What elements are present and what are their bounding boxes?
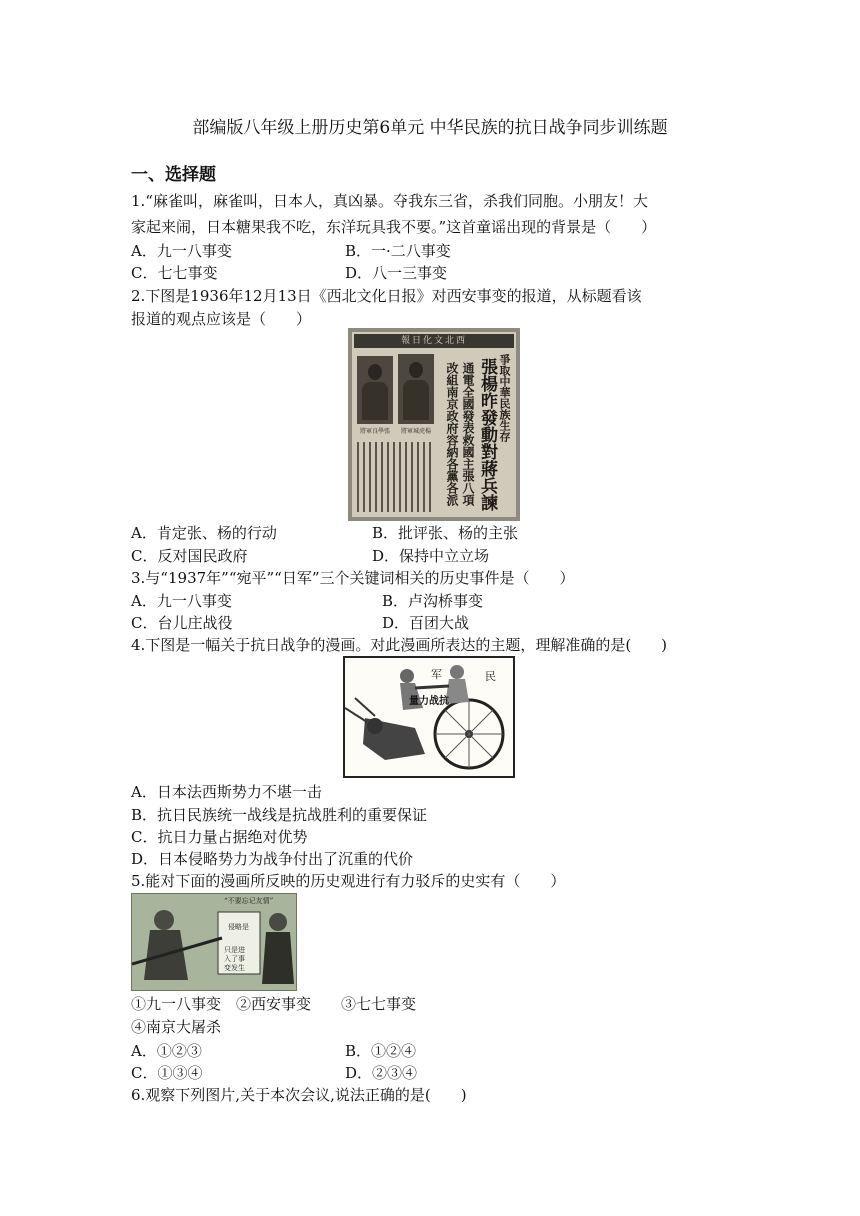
- headline-3: 通電全國發表救國主張八項: [461, 362, 475, 506]
- article-columns-left: [357, 442, 434, 512]
- cartoon-note-2: 入了事: [224, 955, 245, 963]
- question-5-text: 5.能对下面的漫画所反映的历史观进行有力驳斥的史实有（ ）: [131, 872, 566, 890]
- q5-option-a: A．①②③: [131, 1042, 202, 1060]
- question-4-text: 4.下图是一幅关于抗日战争的漫画。对此漫画所表达的主题，理解准确的是( ): [131, 636, 668, 654]
- q1-option-a: A．九一八事变: [131, 242, 232, 260]
- question-2-text-line-2: 报道的观点应该是（ ）: [131, 310, 312, 328]
- question-2-text-line-1: 2.下图是1936年12月13日《西北文化日报》对西安事变的报道，从标题看该: [131, 287, 642, 305]
- cartoon-history-view-image: [131, 893, 297, 991]
- q5-option-c: C．①③④: [131, 1064, 203, 1082]
- portrait-right: [398, 354, 434, 424]
- q2-option-c: C．反对国民政府: [131, 547, 248, 565]
- q5-option-b: B．①②④: [345, 1042, 417, 1060]
- newspaper-image: [348, 328, 520, 521]
- caption-right: 將軍城虎楊: [400, 428, 431, 435]
- label-people: 民: [485, 670, 496, 683]
- cartoon-banner: “不要忘记友情”: [224, 897, 274, 905]
- label-army: 军: [431, 668, 442, 681]
- q2-option-d: D．保持中立立场: [372, 547, 490, 565]
- q5-statements-line-2: ④南京大屠杀: [131, 1018, 222, 1036]
- cartoon-history-drawing: [132, 894, 296, 990]
- headline-1: 爭取中華民族生存: [498, 354, 511, 442]
- portrait-left: [357, 356, 393, 424]
- q1-option-c: C．七七事变: [131, 264, 218, 282]
- headline-4: 改組南京政府容納各黨各派: [445, 362, 459, 506]
- q2-option-b: B．批评张、杨的主张: [372, 524, 519, 542]
- cartoon-unity-image: [343, 656, 515, 778]
- cartoon-note-3: 变发生: [224, 964, 245, 972]
- cartoon-note-1: 只是进: [224, 946, 245, 954]
- headline-2: 張楊昨發動對蔣兵諫: [477, 358, 497, 511]
- q5-option-d: D．②③④: [345, 1064, 418, 1082]
- question-6-text: 6.观察下列图片,关于本次会议,说法正确的是( ): [131, 1086, 467, 1104]
- question-1-text-line-1: 1.“麻雀叫，麻雀叫，日本人，真凶暴。夺我东三省，杀我们同胞。小朋友！大: [131, 192, 648, 210]
- section-heading: 一、选择题: [131, 165, 216, 185]
- question-1-text-line-2: 家起来闹，日本糖果我不吃，东洋玩具我不要。”这首童谣出现的背景是（ ）: [131, 218, 657, 236]
- q3-option-c: C．台儿庄战役: [131, 614, 233, 632]
- wheel-label: 量力战抗: [409, 696, 449, 707]
- q4-option-a: A．日本法西斯势力不堪一击: [131, 783, 322, 801]
- q4-option-c: C．抗日力量占据绝对优势: [131, 828, 308, 846]
- newspaper-masthead: 報日化文北西: [354, 334, 514, 348]
- cartoon-paper: 侵略是: [228, 923, 249, 931]
- q1-option-d: D．八一三事变: [345, 264, 448, 282]
- q3-option-b: B．卢沟桥事变: [382, 592, 484, 610]
- q2-option-a: A．肯定张、杨的行动: [131, 524, 277, 542]
- q5-statements-line-1: ①九一八事变 ②西安事变 ③七七事变: [131, 995, 417, 1013]
- question-3-text: 3.与“1937年”“宛平”“日军”三个关键词相关的历史事件是（ ）: [131, 569, 575, 587]
- q1-option-b: B．一·二八事变: [345, 242, 451, 260]
- caption-left: 將軍良學張: [359, 428, 390, 435]
- document-title: 部编版八年级上册历史第6单元 中华民族的抗日战争同步训练题: [192, 118, 668, 138]
- q4-option-d: D．日本侵略势力为战争付出了沉重的代价: [131, 850, 414, 868]
- q4-option-b: B．抗日民族统一战线是抗战胜利的重要保证: [131, 806, 428, 824]
- q3-option-a: A．九一八事变: [131, 592, 232, 610]
- q3-option-d: D．百团大战: [382, 614, 470, 632]
